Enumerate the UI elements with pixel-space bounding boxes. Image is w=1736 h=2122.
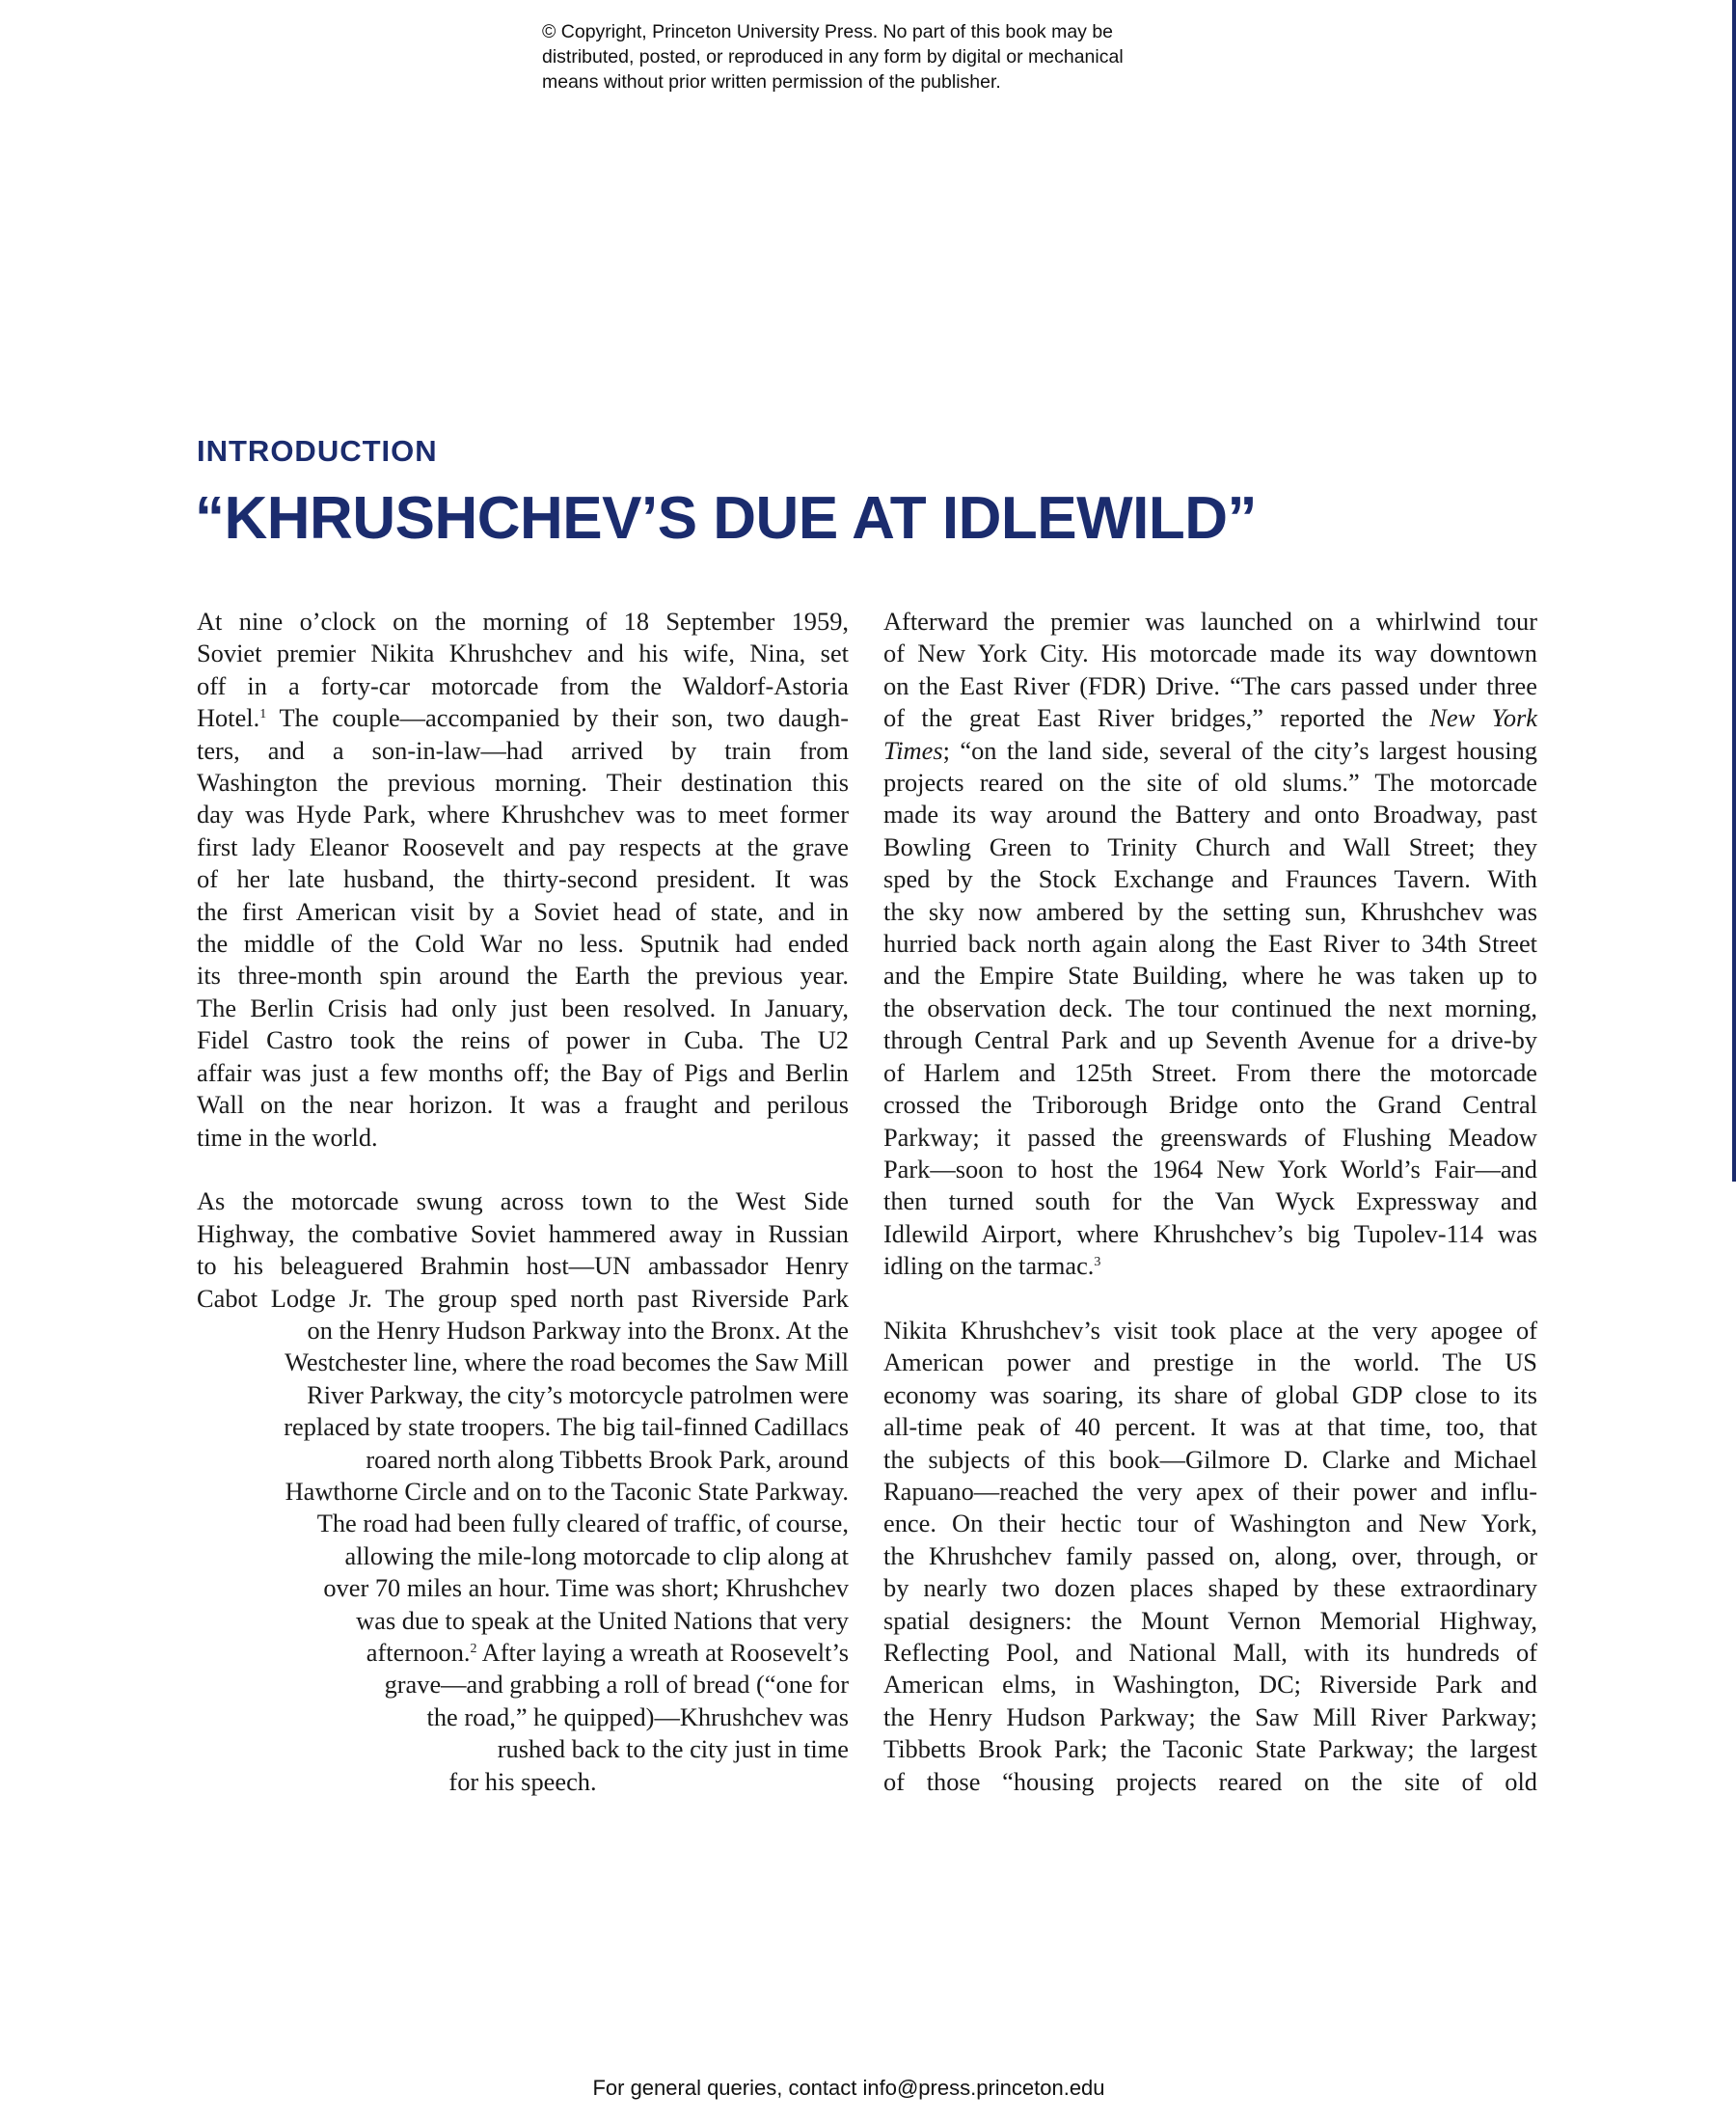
text-line: the Khrushchev family passed on, along, over, through, or [883,1540,1537,1570]
text-line: Parkway; it passed the greenswards of Flushing Meadow [883,1122,1537,1152]
text-line: ence. On their hectic tour of Washington and New York, [883,1509,1537,1538]
page-edge-bar [1732,0,1736,1182]
text-line: The road had been fully cleared of traffic, of course, [316,1509,849,1538]
text-line [883,735,1537,767]
paragraph [883,1315,1537,1798]
text-line: to his beleaguered Brahmin host—UN ambassador Henry [197,1251,849,1281]
text-line: River Parkway, the city’s motorcycle patrolmen were [307,1379,849,1409]
text-line: The Berlin Crisis had only just been resolved. In January, [197,993,849,1022]
text-line: projects reared on the site of old slums.” The motorcade [883,768,1537,798]
text-line: of her late husband, the thirty-second president. It was [197,864,849,894]
text-line [197,1637,849,1669]
text-line: Hawthorne Circle and on to the Taconic State Parkway. [285,1476,849,1506]
footer-text: For general queries, contact info@press.princeton.edu [592,2076,1105,2100]
text-line: by nearly two dozen places shaped by these extraordinary [883,1573,1537,1603]
chapter-title: “KHRUSHCHEV’S DUE AT IDLEWILD” [195,485,1257,552]
chapter-kicker: INTRODUCTION [197,434,438,468]
text-line: day was Hyde Park, where Khrushchev was to meet former [197,800,849,830]
text-line: rushed back to the city just in time [497,1734,849,1764]
text-fragment: idling on the tarmac. [883,1251,1095,1281]
text-line: Soviet premier Nikita Khrushchev and his wife, Nina, set [197,639,849,668]
text-fragment: of the great East River bridges,” reported the [883,703,1430,733]
text-line: ters, and a son-in-law—had arrived by train from [197,735,849,765]
text-line: spatial designers: the Mount Vernon Memorial Highway, [883,1605,1537,1635]
text-line: the road,” he quipped)—Khrushchev was [426,1701,849,1731]
text-line: the first American visit by a Soviet head of state, and in [197,896,849,926]
text-line: off in a forty-car motorcade from the Waldorf-Astoria [197,670,849,700]
text-line: As the motorcade swung across town to the West Side [197,1186,849,1216]
text-line: made its way around the Battery and onto Broadway, past [883,800,1537,830]
paragraph [197,1185,849,1798]
text-line: Nikita Khrushchev’s visit took place at the very apogee of [883,1315,1537,1345]
text-line: grave—and grabbing a roll of bread (“one for [384,1670,849,1700]
text-line: time in the world. [197,1122,378,1152]
paragraph [883,606,1537,1283]
footnote-marker[interactable]: 2 [470,1641,477,1656]
text-line: Highway, the combative Soviet hammered away in Russian [197,1218,849,1248]
copyright-line: © Copyright, Princeton University Press. No part of this book may be [542,21,1114,42]
text-line: hurried back north again along the East River to 34th Street [883,929,1537,959]
text-line: Westchester line, where the road becomes the Saw Mill [285,1347,849,1377]
text-line: roared north along Tibbetts Brook Park, around [366,1444,849,1474]
text-line: over 70 miles an hour. Time was short; Khrushchev [323,1573,849,1603]
text-line: Washington the previous morning. Their destination this [197,768,849,798]
paragraph [197,606,849,1154]
text-line: then turned south for the Van Wyck Expressway and [883,1186,1537,1216]
text-line: the subjects of this book—Gilmore D. Clarke and Michael [883,1444,1537,1474]
text-fragment: afternoon. [366,1637,471,1667]
copyright-line: means without prior written permission of the publisher. [542,71,1001,93]
italic-title: Times [883,735,943,765]
text-line: for his speech. [448,1766,597,1796]
text-line: was due to speak at the United Nations that very [356,1605,849,1635]
text-line: Wall on the near horizon. It was a fraught and perilous [197,1090,849,1120]
text-line: the sky now ambered by the setting sun, Khrushchev was [883,896,1537,926]
text-column-right [883,606,1537,1798]
text-column-left [197,606,849,1798]
text-line: economy was soaring, its share of global GDP close to its [883,1379,1537,1409]
text-line: replaced by state troopers. The big tail-finned Cadillacs [284,1412,849,1442]
text-line [883,1250,1537,1282]
copyright-notice [542,19,1217,95]
text-line: Tibbetts Brook Park; the Taconic State Parkway; the largest [883,1734,1537,1764]
text-line: of those “housing projects reared on the site of old [883,1766,1537,1796]
text-line: through Central Park and up Seventh Avenue for a drive-by [883,1025,1537,1055]
text-line: Rapuano—reached the very apex of their power and influ- [883,1476,1537,1506]
copyright-line: distributed, posted, or reproduced in any form by digital or mechanical [542,46,1124,68]
text-line: crossed the Triborough Bridge onto the Grand Central [883,1090,1537,1120]
text-line: the middle of the Cold War no less. Sputnik had ended [197,929,849,959]
text-line: first lady Eleanor Roosevelt and pay respects at the grave [197,831,849,861]
text-line: At nine o’clock on the morning of 18 September 1959, [197,607,849,636]
text-line: affair was just a few months off; the Bay of Pigs and Berlin [197,1057,849,1087]
text-line: Afterward the premier was launched on a whirlwind tour [883,607,1537,636]
text-line: all-time peak of 40 percent. It was at that time, too, that [883,1412,1537,1442]
text-line: Park—soon to host the 1964 New York World’s Fair—and [883,1154,1537,1183]
text-line: its three-month spin around the Earth the previous year. [197,961,849,991]
text-line: the Henry Hudson Parkway; the Saw Mill River Parkway; [883,1701,1537,1731]
text-line: the observation deck. The tour continued the next morning, [883,993,1537,1022]
text-line: Cabot Lodge Jr. The group sped north past Riverside Park [197,1283,849,1313]
text-line [197,702,849,734]
text-fragment: ; “on the land side, several of the city’s largest housing [942,735,1537,765]
text-line: on the Henry Hudson Parkway into the Bronx. At the [307,1315,849,1345]
text-line: American power and prestige in the world. The US [883,1347,1537,1377]
italic-title: New York [1429,703,1537,733]
text-fragment: After laying a wreath at Roosevelt’s [476,1637,849,1667]
text-fragment: Hotel. [197,703,260,733]
text-line: allowing the mile-long motorcade to clip along at [344,1540,849,1570]
text-fragment: The couple—accompanied by their son, two daugh- [266,703,849,733]
text-line: Bowling Green to Trinity Church and Wall Street; they [883,831,1537,861]
text-line: sped by the Stock Exchange and Fraunces Tavern. With [883,864,1537,894]
footer-contact [0,2076,1736,2101]
footnote-marker[interactable]: 1 [259,707,267,722]
text-line: and the Empire State Building, where he was taken up to [883,961,1537,991]
text-line: of Harlem and 125th Street. From there the motorcade [883,1057,1537,1087]
text-line: on the East River (FDR) Drive. “The cars passed under three [883,670,1537,700]
text-line: Reflecting Pool, and National Mall, with its hundreds of [883,1637,1537,1667]
text-line: of New York City. His motorcade made its way downtown [883,639,1537,668]
text-line [883,702,1537,734]
text-line: American elms, in Washington, DC; Riverside Park and [883,1670,1537,1700]
text-line: Idlewild Airport, where Khrushchev’s big Tupolev-114 was [883,1218,1537,1248]
footnote-marker[interactable]: 3 [1094,1255,1101,1270]
text-line: Fidel Castro took the reins of power in Cuba. The U2 [197,1025,849,1055]
